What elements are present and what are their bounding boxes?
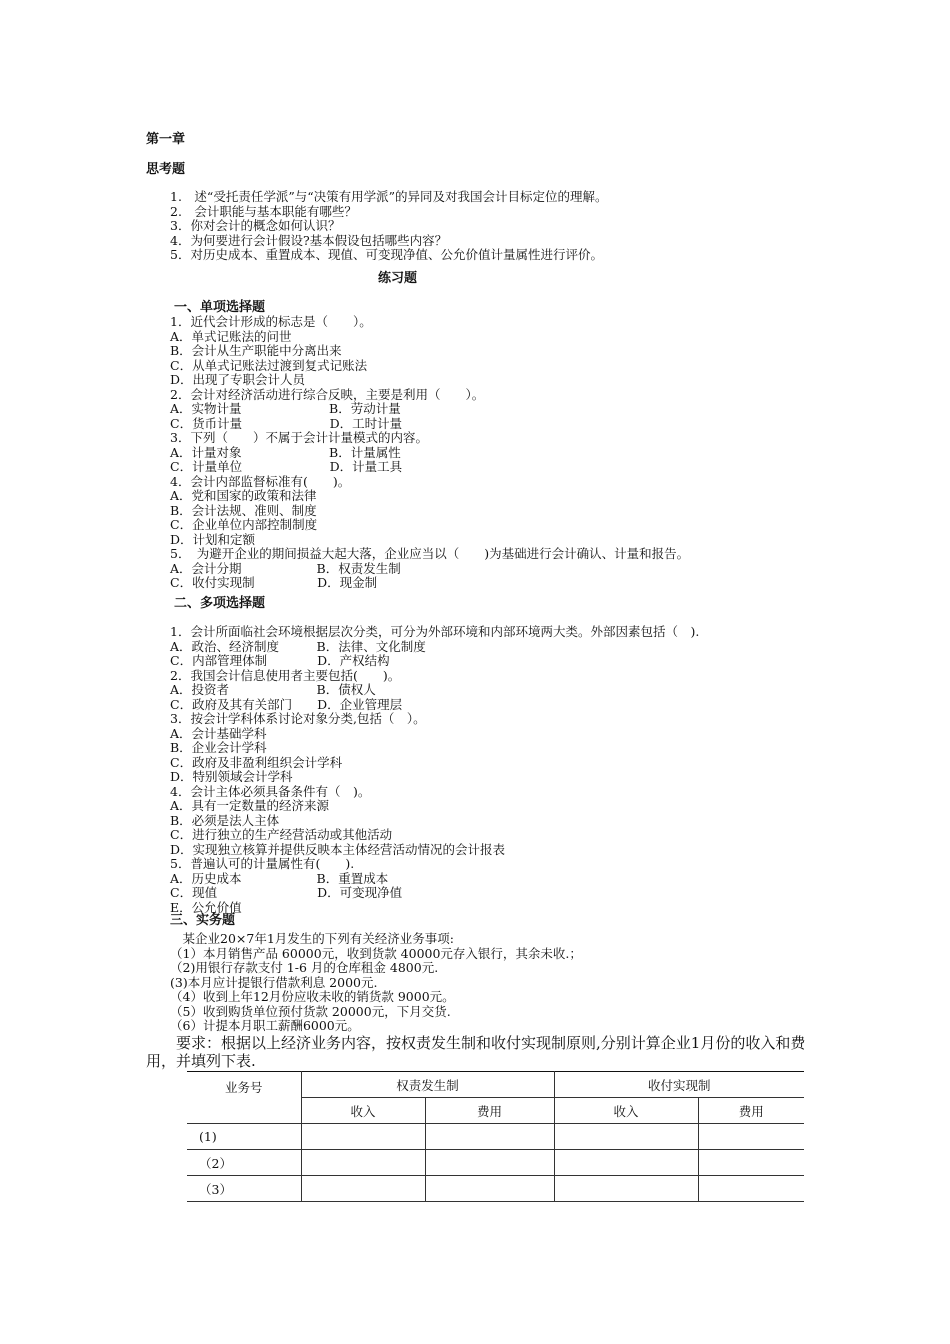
section-think-title: 思考题 [146,162,186,177]
list-item: 4．会计主体必须具备条件有（ )。 [170,783,371,799]
list-item: A．投资者 B．债权人 [170,682,376,697]
list-item: C．政府及其有关部门 D．企业管理层 [170,696,403,712]
list-item: D．实现独立核算并提供反映本主体经营活动情况的会计报表 [170,841,506,857]
list-item: D．出现了专职会计人员 [170,372,306,387]
think-question: 5．对历史成本、重置成本、现值、可变现净值、公允价值计量属性进行评价。 [170,247,603,262]
list-item: A．会计基础学科 [170,725,267,741]
list-item: C．内部管理体制 D．产权结构 [170,653,390,668]
think-question: 1. 述“受托责任学派”与“决策有用学派”的异同及对我国会计目标定位的理解。 [170,189,608,204]
single-choice-list [170,315,689,591]
single-choice-title: 一、单项选择题 [174,300,266,315]
table-cell[interactable] [554,1124,698,1150]
list-item: C．从单式记账法过渡到复式记账法 [170,357,368,373]
list-item: （6）计提本月职工薪酬6000元。 [170,1018,360,1033]
list-item: 5．普遍认可的计量属性有( ). [170,856,355,871]
table-cell[interactable] [554,1176,698,1202]
header-cash: 收付实现制 [554,1072,804,1098]
think-questions [170,190,608,263]
list-item: 1．近代会计形成的标志是（ ）。 [170,314,372,329]
list-item: B．必须是法人主体 [170,812,280,828]
list-item: A．党和国家的政策和法律 [170,488,317,503]
header-business-no: 业务号 [187,1072,301,1124]
row-label: （2） [187,1150,301,1176]
think-question: 3．你对会计的概念如何认识？ [170,218,341,233]
list-item: A．会计分期 B．权责发生制 [170,560,401,576]
list-item: 4．会计内部监督标准有( )。 [170,473,351,489]
table-cell[interactable] [698,1176,804,1202]
multi-choice-list [170,625,699,915]
list-item: A．计量对象 B．计量属性 [170,444,401,460]
list-item: A．单式记账法的问世 [170,328,292,344]
multi-choice-title: 二、多项选择题 [174,596,266,611]
answer-table [187,1071,804,1202]
header-expense: 费用 [425,1098,554,1124]
list-item: C．收付实现制 D．现金制 [170,575,378,590]
table-row [187,1124,804,1150]
list-item: 1．会计所面临社会环境根据层次分类，可分为外部环境和内部环境两大类。外部因素包括（ ). [170,624,700,639]
table-cell[interactable] [425,1124,554,1150]
list-item: C．货币计量 D．工时计量 [170,415,403,431]
list-item: （2)用银行存款支付 1-6 月的仓库租金 4800元. [170,960,439,975]
table-cell[interactable] [425,1176,554,1202]
row-label: (1) [187,1124,301,1150]
list-item: B．会计法规、准则、制度 [170,502,317,518]
requirement-text: 要求：根据以上经济业务内容，按权责发生制和收付实现制原则,分别计算企业1月份的收入和费用，并填列下表. [146,1034,806,1070]
list-item: C．现值 D．可变现净值 [170,885,403,900]
table-cell[interactable] [301,1176,425,1202]
table-cell[interactable] [425,1150,554,1176]
list-item: 2．我国会计信息使用者主要包括( )。 [170,667,401,683]
table-cell[interactable] [301,1124,425,1150]
table-cell[interactable] [698,1124,804,1150]
table-cell[interactable] [301,1150,425,1176]
table-header-row [187,1072,804,1098]
table-row [187,1176,804,1202]
list-item: 3．下列（ ）不属于会计计量模式的内容。 [170,430,428,445]
list-item: 某企业20×7年1月发生的下列有关经济业务事项: [170,931,454,946]
list-item: A．实物计量 B．劳动计量 [170,401,401,416]
list-item: 3．按会计学科体系讨论对象分类,包括（ ）。 [170,711,426,726]
list-item: B．会计从生产职能中分离出来 [170,343,342,358]
header-expense: 费用 [698,1098,804,1124]
think-question: 4．为何要进行会计假设?基本假设包括哪些内容？ [170,232,448,248]
list-item: （1）本月销售产品 60000元，收到货款 40000元存入银行，其余未收.； [170,945,582,961]
row-label: （3） [187,1176,301,1202]
list-item: （5）收到购货单位预付货款 20000元，下月交货. [170,1003,451,1019]
list-item: C．政府及非盈利组织会计学科 [170,754,343,770]
list-item: 2．会计对经济活动进行综合反映，主要是利用（ ）。 [170,386,485,402]
table-cell[interactable] [698,1150,804,1176]
header-income: 收入 [301,1098,425,1124]
table-cell[interactable] [554,1150,698,1176]
list-item: A．政治、经济制度 B．法律、文化制度 [170,638,426,654]
header-income: 收入 [554,1098,698,1124]
list-item: A．历史成本 B．重置成本 [170,870,389,886]
list-item: E．公允价值 [170,899,242,915]
list-item: （4）收到上年12月份应收未收的销货款 9000元。 [170,989,455,1004]
list-item: 5． 为避开企业的期间损益大起大落，企业应当以（ )为基础进行会计确认、计量和报告。 [170,546,690,561]
practice-title: 三、实务题 [170,913,236,928]
think-question: 2. 会计职能与基本职能有哪些？ [170,203,357,219]
list-item: C．企业单位内部控制制度 [170,517,318,532]
table-row [187,1150,804,1176]
list-item: (3)本月应计提银行借款利息 2000元. [170,974,378,990]
header-accrual: 权责发生制 [301,1072,554,1098]
list-item: A．具有一定数量的经济来源 [170,798,330,813]
chapter-title: 第一章 [146,132,186,147]
list-item: C．计量单位 D．计量工具 [170,459,403,474]
list-item: D．特别领域会计学科 [170,769,293,784]
list-item: C．进行独立的生产经营活动或其他活动 [170,827,393,842]
section-exercise-title: 练习题 [378,271,418,286]
list-item: B．企业会计学科 [170,740,267,755]
list-item: D．计划和定额 [170,531,256,547]
practice-list [170,932,582,1034]
